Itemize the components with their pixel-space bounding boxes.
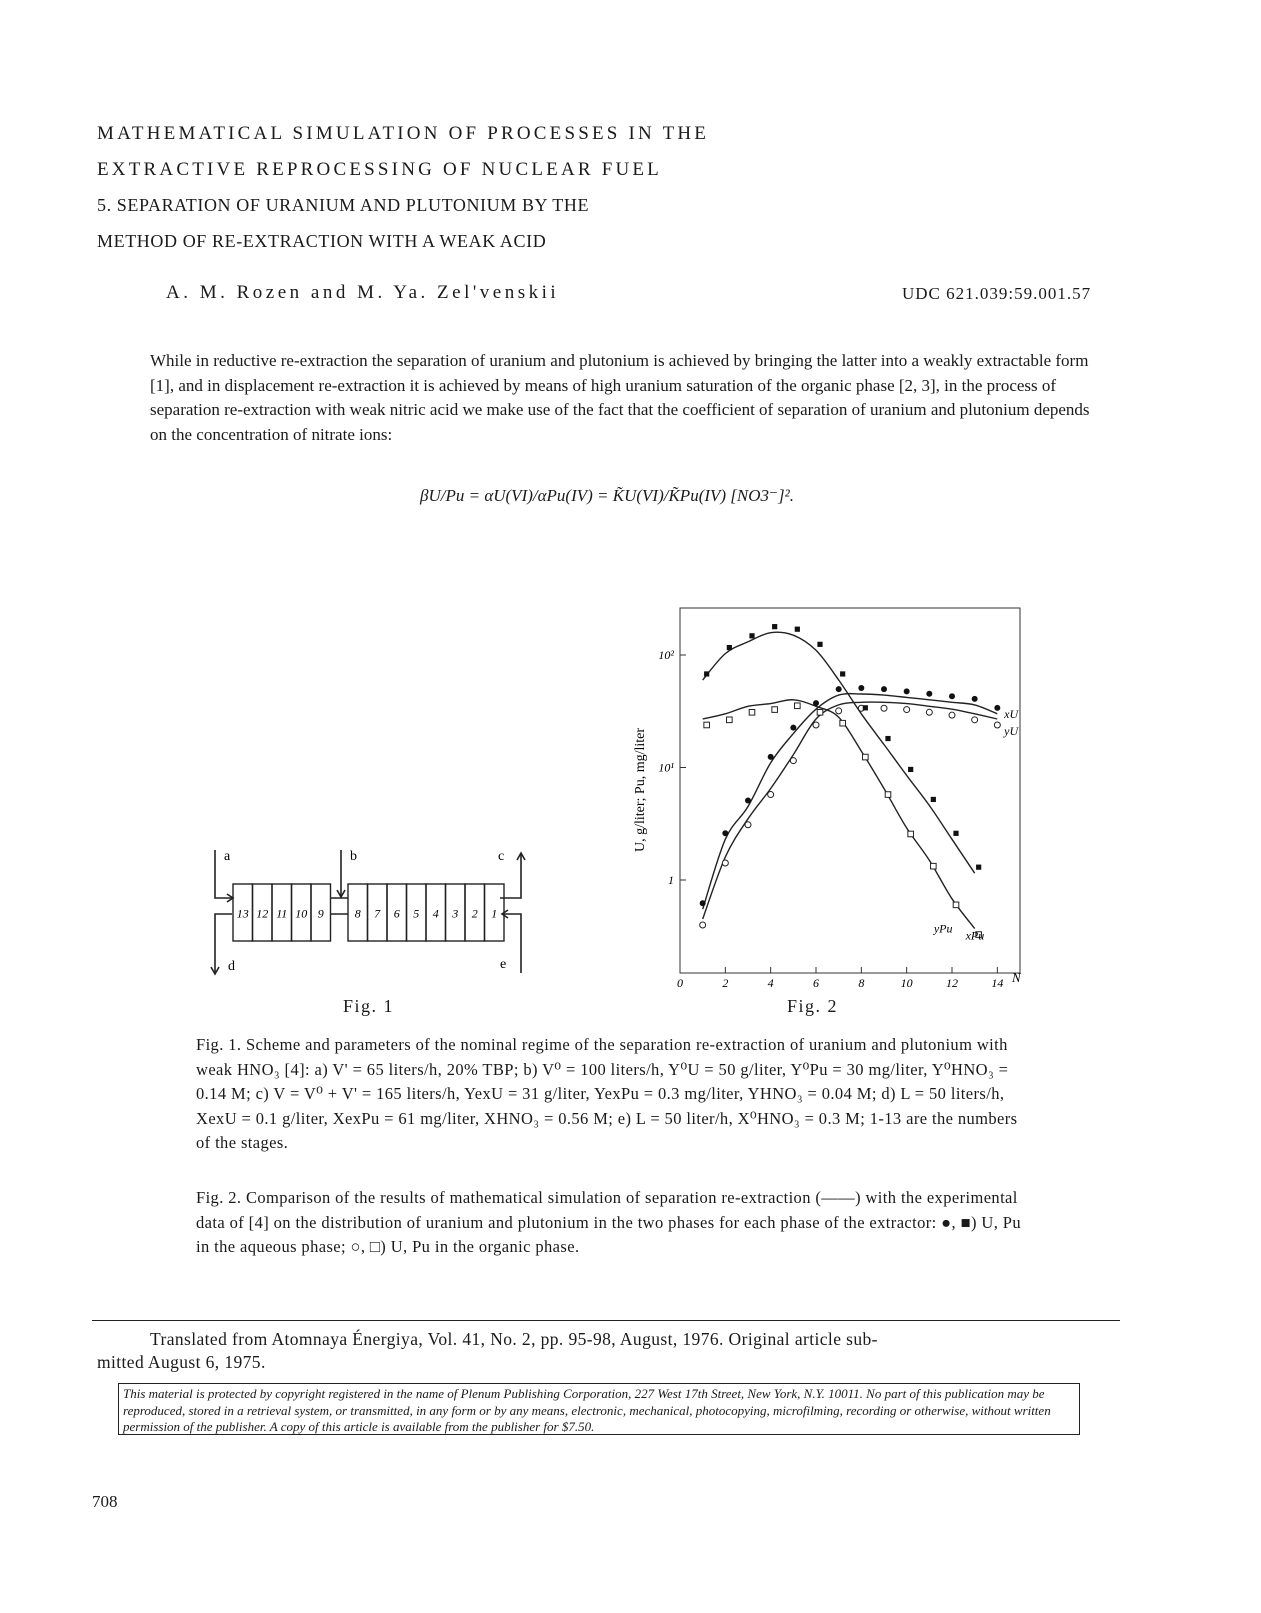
curve-label-xU: xU: [1004, 706, 1019, 721]
copyright-text: This material is protected by copyright registered in the name of Plenum Publishing Corporation, 227 West 17th Street, New York, N.Y. 10011. No part of this publication may be reproduced, stored in a retrieval system, or transmitted, in any form or by any means, electronic, mechanical, photocopying, microfilming, recording or otherwise, without written permission of the publisher. A copy of this article is available from the publisher for $7.50.: [123, 1386, 1051, 1434]
point-xU: [994, 705, 1000, 711]
point-yPu: [772, 707, 778, 713]
x-tick-label: 12: [946, 976, 958, 990]
point-yPu: [704, 722, 710, 728]
point-yPu: [931, 863, 937, 869]
stage-number: 9: [317, 906, 324, 921]
point-yU: [972, 717, 978, 723]
point-xU: [926, 691, 932, 697]
page-number: 708: [92, 1492, 118, 1511]
point-yU: [904, 707, 910, 713]
point-xU: [972, 696, 978, 702]
fig2-data-points: [700, 624, 1001, 937]
point-yPu: [953, 902, 959, 908]
intro-paragraph: [150, 349, 1090, 447]
fig1-stage-cells: [233, 884, 504, 941]
point-yU: [836, 708, 842, 714]
point-xU: [790, 725, 796, 731]
copyright-notice: [118, 1383, 1080, 1435]
stream-label-c: c: [498, 849, 505, 864]
point-xPu: [795, 627, 800, 632]
point-yU: [768, 792, 774, 798]
point-yPu: [885, 792, 891, 798]
point-yPu: [795, 703, 801, 709]
fig2-y-axis-label: U, g/liter; Pu, mg/liter: [633, 727, 648, 853]
point-yU: [790, 758, 796, 764]
translation-note-line2: mitted August 6, 1975.: [97, 1352, 266, 1372]
stage-number: 6: [393, 906, 400, 921]
curve-xPu: [703, 632, 975, 873]
authors: A. M. Rozen and M. Ya. Zel'venskii: [166, 282, 560, 303]
stage-number: 2: [471, 906, 478, 921]
point-yU: [745, 822, 751, 828]
point-xU: [949, 693, 955, 699]
point-yPu: [863, 754, 869, 760]
stream-label-b: b: [350, 849, 357, 864]
point-xPu: [931, 797, 936, 802]
point-yU: [994, 722, 1000, 728]
point-xPu: [704, 671, 709, 676]
article-title-line1: MATHEMATICAL SIMULATION OF PROCESSES IN THE: [97, 123, 710, 144]
fig2-label: Fig. 2: [787, 996, 839, 1016]
stream-label-d: d: [228, 959, 235, 974]
curve-label-yU: yU: [1004, 723, 1019, 738]
fig1-caption-prefix: Fig. 1.: [196, 1035, 242, 1054]
point-yU: [881, 705, 887, 711]
point-xU: [904, 688, 910, 694]
point-xU: [881, 686, 887, 692]
point-xPu: [817, 642, 822, 647]
fig2-chart: [620, 600, 1040, 990]
stage-number: 5: [413, 906, 420, 921]
x-tick-label: 4: [767, 976, 774, 990]
point-yU: [926, 709, 932, 715]
fig1-label: Fig. 1: [343, 996, 395, 1016]
point-xU: [722, 830, 728, 836]
stage-number: 11: [276, 906, 288, 921]
point-yPu: [840, 720, 846, 726]
intro-text: While in reductive re-extraction the separation of uranium and plutonium is achieved by bringing the latter into a weakly extractable form [1], and in displacement re-extraction it is achieved by means of high uranium saturation of the organic phase [2, 3], in the process of separation re-extraction with weak nitric acid we make use of the fact that the coefficient of separation of uranium and plutonium depends on the concentration of nitrate ions:: [150, 351, 1090, 444]
stage-number: 8: [354, 906, 361, 921]
x-tick-label: 10: [900, 976, 913, 990]
article-subtitle-line1: 5. SEPARATION OF URANIUM AND PLUTONIUM BY THE: [97, 195, 590, 215]
point-xU: [700, 900, 706, 906]
article-subtitle-line2: METHOD OF RE-EXTRACTION WITH A WEAK ACID: [97, 231, 547, 251]
point-xU: [745, 798, 751, 804]
stage-number: 3: [452, 906, 459, 921]
point-xPu: [953, 831, 958, 836]
separation-formula: βU/Pu = αU(VI)/αPu(IV) = K̃U(VI)/K̃Pu(IV) [NO3⁻]².: [420, 486, 794, 505]
x-tick-label: 2: [722, 976, 729, 990]
point-xPu: [908, 767, 913, 772]
point-xU: [858, 685, 864, 691]
point-xPu: [772, 624, 777, 629]
point-xPu: [727, 645, 732, 650]
x-tick-label: 14: [991, 976, 1004, 990]
stage-number: 4: [432, 906, 439, 921]
y-tick-label: 10¹: [658, 760, 674, 775]
article-title-line2: EXTRACTIVE REPROCESSING OF NUCLEAR FUEL: [97, 159, 662, 180]
fig2-caption-text: Comparison of the results of mathematical simulation of separation re-extraction (——) with the experimental data of [4] on the distribution of uranium and plutonium in the two phases for each phase of the extractor: ●, ■) U, Pu in the aqueous phase; ○, □) U, Pu in the organic phase.: [196, 1188, 1021, 1256]
x-tick-label: 0: [677, 976, 683, 990]
point-yPu: [749, 709, 755, 715]
udc-code: UDC 621.039:59.001.57: [902, 284, 1092, 303]
y-tick-label: 10²: [658, 648, 674, 662]
translation-note-line1: Translated from Atomnaya Énergiya, Vol. 41, No. 2, pp. 95-98, August, 1976. Original article sub-: [150, 1329, 878, 1349]
stage-number: 7: [374, 906, 381, 921]
point-xPu: [863, 705, 868, 710]
point-yU: [949, 712, 955, 718]
curve-label-xPu: xPu: [965, 928, 985, 943]
point-yPu: [817, 709, 823, 715]
point-xPu: [840, 671, 845, 676]
fig1-caption: [196, 1033, 1022, 1156]
point-xU: [836, 686, 842, 692]
stage-number: 13: [236, 906, 249, 921]
point-yU: [700, 922, 706, 928]
fig1-caption-text: Scheme and parameters of the nominal regime of the separation re-extraction of uranium and plutonium with weak HNO₃ [4]: a) V' = 65 liters/h, 20% TBP; b) V⁰ = 100 liters/h, Y⁰U = 50 g/liter, Y⁰Pu = 30 mg/liter, Y⁰HNO₃ = 0.14 M; c) V = V⁰ + V' = 165 liters/h, YexU = 31 g/liter, YexPu = 0.3 mg/liter, YHNO₃ = 0.04 M; d) L = 50 liters/h, XexU = 0.1 g/liter, XexPu = 61 mg/liter, XHNO₃ = 0.56 M; e) L = 50 liter/h, X⁰HNO₃ = 0.3 M; 1-13 are the numbers of the stages.: [196, 1035, 1018, 1152]
stream-label-a: a: [224, 849, 231, 864]
stage-number: 12: [256, 906, 269, 921]
fig2-curve-labels: [933, 707, 1020, 942]
x-tick-label: 8: [858, 976, 865, 990]
point-yPu: [908, 831, 914, 837]
x-tick-label: 6: [813, 976, 819, 990]
fig2-plot-frame: [680, 608, 1020, 973]
footer-rule: [92, 1320, 1120, 1321]
fig2-x-axis-label: N: [1012, 970, 1021, 985]
y-tick-label: 1: [668, 873, 674, 887]
stage-number: 1: [491, 906, 498, 921]
stream-label-e: e: [500, 957, 507, 972]
fig2-caption-prefix: Fig. 2.: [196, 1188, 242, 1207]
curve-label-yPu: yPu: [933, 921, 953, 936]
point-xPu: [885, 736, 890, 741]
fig2-caption: [196, 1186, 1022, 1260]
point-yU: [722, 860, 728, 866]
fig2-model-curves: [703, 632, 998, 928]
stage-number: 10: [295, 906, 308, 921]
curve-yU: [703, 702, 998, 919]
point-yPu: [727, 717, 733, 723]
point-xPu: [749, 633, 754, 638]
point-xU: [768, 754, 774, 760]
fig1-extractor-scheme: [200, 840, 540, 990]
point-yU: [813, 722, 819, 728]
point-xU: [813, 700, 819, 706]
point-xPu: [976, 865, 981, 870]
